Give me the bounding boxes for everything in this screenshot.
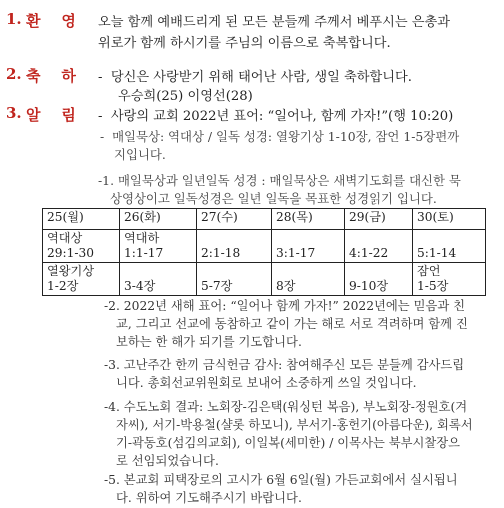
schedule-row <box>43 230 486 263</box>
church-motto: - 사랑의 교회 2022년 표어: “일어나, 함께 가자!”(행 10:20) <box>98 109 454 124</box>
item-4-line: 자씨), 서기-박용철(샬롯 하모니), 부서기-홍헌기(아름다운), 회록서 <box>116 418 473 432</box>
item-2-line: 보하는 한 해가 되기를 기도합니다. <box>116 335 302 349</box>
schedule-row <box>43 263 486 296</box>
item-3-line: -3. 고난주간 한끼 금식헌금 감사: 참여해주신 모든 분들께 감사드립 <box>104 358 465 372</box>
section-2-label: 축 하 <box>26 67 76 85</box>
section-2-number: 2. <box>6 65 22 83</box>
schedule-cell: 열왕기상 1-2장 <box>43 263 120 296</box>
schedule-cell: 9-10장 <box>345 263 413 296</box>
item-5-line: -5. 본교회 피택장로의 고시가 6월 6일(월) 가든교회에서 실시됩니 <box>104 473 458 487</box>
daily-reading-line-1: - 매일묵상: 역대상 / 일독 성경: 열왕기상 1-10장, 잠언 1-5장편까 <box>100 129 460 144</box>
schedule-header-cell: 30(토) <box>413 209 486 230</box>
item-2 <box>104 297 468 351</box>
item-5 <box>104 471 458 507</box>
schedule-cell: 8장 <box>272 263 345 296</box>
schedule-cell: 잠언 1-5장 <box>413 263 486 296</box>
item-4-line: 로 선임되었습니다. <box>116 454 219 468</box>
schedule-header-cell: 26(화) <box>120 209 197 230</box>
welcome-line-1: 오늘 함께 예배드리게 된 모든 분들께 주께서 베푸시는 은총과 <box>98 15 451 30</box>
section-1-label: 환 영 <box>26 12 76 30</box>
item-3 <box>104 356 464 392</box>
schedule-cell: 2:1-18 <box>197 230 272 263</box>
section-1-number: 1. <box>6 10 22 28</box>
schedule-cell: 역대하 1:1-17 <box>120 230 197 263</box>
schedule-cell: 역대상 29:1-30 <box>43 230 120 263</box>
birthday-message: - 당신은 사랑받기 위해 태어난 사람, 생일 축하합니다. <box>98 70 412 85</box>
birthday-names: 우승희(25) 이영선(28) <box>118 89 253 104</box>
schedule-header-row <box>43 209 486 230</box>
reading-schedule-table <box>42 208 486 296</box>
schedule-header-cell: 28(목) <box>272 209 345 230</box>
item-1-line-2: 상영상이고 일독성경은 일년 일독을 목표한 성경읽기 입니다. <box>110 191 437 206</box>
welcome-line-2: 위로가 함께 하시기를 주님의 이름으로 축복합니다. <box>98 36 391 51</box>
item-2-line: 교, 그리고 선교에 동참하고 같이 가는 해로 서로 격려하며 함께 진 <box>116 317 468 331</box>
item-4 <box>104 398 473 470</box>
section-3-label: 알 림 <box>26 106 76 124</box>
daily-reading-line-2: 지입니다. <box>114 147 166 162</box>
schedule-cell: 5:1-14 <box>413 230 486 263</box>
item-2-line: -2. 2022년 새해 표어: “일어나 함께 가자!” 2022년에는 믿음과 친 <box>104 299 466 313</box>
item-3-line: 니다. 총회선교위원회로 보내어 소중하게 쓰일 것입니다. <box>116 376 417 390</box>
schedule-cell: 3:1-17 <box>272 230 345 263</box>
schedule-header-cell: 27(수) <box>197 209 272 230</box>
section-3-number: 3. <box>6 104 22 122</box>
item-4-line: -4. 수도노회 결과: 노회장-김은택(워싱턴 복음), 부노회장-정원호(겨 <box>104 400 468 414</box>
item-1-line-1: -1. 매일묵상과 일년일독 성경 : 매일묵상은 새벽기도회를 대신한 묵 <box>98 173 461 188</box>
schedule-cell: 4:1-22 <box>345 230 413 263</box>
schedule-cell: 3-4장 <box>120 263 197 296</box>
item-5-line: 다. 위하여 기도해주시기 바랍니다. <box>116 491 302 505</box>
item-4-line: 기-곽동호(섬김의교회), 이일복(세미한) / 이목사는 북부시찰장으 <box>116 436 461 450</box>
schedule-header-cell: 25(월) <box>43 209 120 230</box>
schedule-cell: 5-7장 <box>197 263 272 296</box>
schedule-header-cell: 29(금) <box>345 209 413 230</box>
